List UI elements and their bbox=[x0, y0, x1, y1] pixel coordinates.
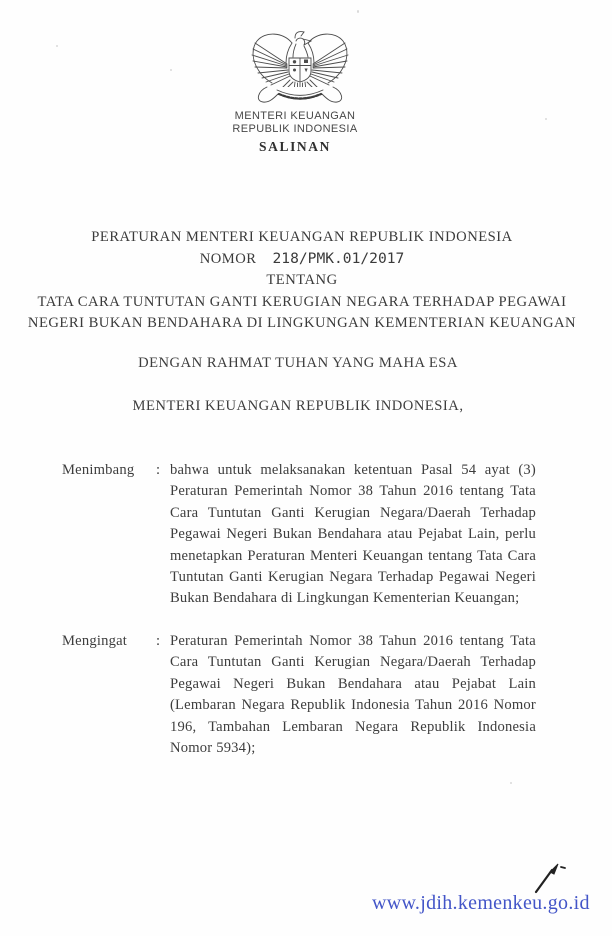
scan-speck bbox=[357, 10, 359, 13]
ministry-line2: REPUBLIK INDONESIA bbox=[232, 122, 358, 135]
scan-speck bbox=[56, 45, 58, 47]
watermark-url: www.jdih.kemenkeu.go.id bbox=[372, 892, 590, 914]
regulation-number-line bbox=[0, 248, 604, 270]
regulation-subject-line1: TATA CARA TUNTUTAN GANTI KERUGIAN NEGARA TERHADAP PEGAWAI bbox=[37, 293, 567, 310]
clause-text: Peraturan Pemerintah Nomor 38 Tahun 2016 tentang Tata Cara Tuntutan Ganti Kerugian Negara/Daerah Terhadap Pegawai Negeri Bukan Bendahara atau Pejabat Lain (Lembaran Negara Republik Indonesia Tahun 2016 Nomor 196, Tambahan Lembaran Negara Republik Indonesia Nomor 5934); bbox=[170, 633, 536, 757]
clause-label: Menimbang bbox=[62, 462, 135, 478]
tentang-label: TENTANG bbox=[266, 272, 338, 289]
authority-line: MENTERI KEUANGAN REPUBLIK INDONESIA, bbox=[132, 398, 464, 414]
clause-colon: : bbox=[156, 633, 161, 649]
ministry-header bbox=[0, 110, 590, 135]
clause-label: Mengingat bbox=[62, 633, 128, 649]
garuda-pancasila-emblem bbox=[250, 28, 350, 106]
invocation-line: DENGAN RAHMAT TUHAN YANG MAHA ESA bbox=[138, 355, 458, 371]
garuda-icon bbox=[250, 28, 350, 106]
clause-colon: : bbox=[156, 462, 161, 478]
ministry-line1: MENTERI KEUANGAN bbox=[234, 110, 356, 122]
copy-label: SALINAN bbox=[259, 139, 331, 154]
nomor-value: 218/PMK.01/2017 bbox=[272, 250, 405, 268]
regulation-subject-line2: NEGERI BUKAN BENDAHARA DI LINGKUNGAN KEMENTERIAN KEUANGAN bbox=[27, 314, 577, 331]
scan-speck bbox=[510, 782, 512, 784]
clause-text: bahwa untuk melaksanakan ketentuan Pasal 54 ayat (3) Peraturan Pemerintah Nomor 38 Tahun 2016 tentang Tata Cara Tuntutan Ganti Kerugian Negara/Daerah Terhadap Pegawai Negeri Bukan Bendahara atau Pejabat Lain, perlu menetapkan Peraturan Menteri Keuangan tentang Tata Cara Tuntutan Ganti Kerugian Negara Terhadap Pegawai Negeri Bukan Bendahara di Lingkungan Kementerian Keuangan; bbox=[170, 462, 536, 607]
nomor-label: NOMOR bbox=[199, 251, 257, 268]
clause-menimbang bbox=[62, 460, 538, 610]
regulation-title-block bbox=[0, 227, 604, 334]
scan-speck bbox=[545, 118, 547, 120]
regulation-title-line1: PERATURAN MENTERI KEUANGAN REPUBLIK INDONESIA bbox=[91, 229, 513, 245]
clause-mengingat bbox=[62, 631, 538, 759]
scan-speck bbox=[170, 69, 172, 71]
